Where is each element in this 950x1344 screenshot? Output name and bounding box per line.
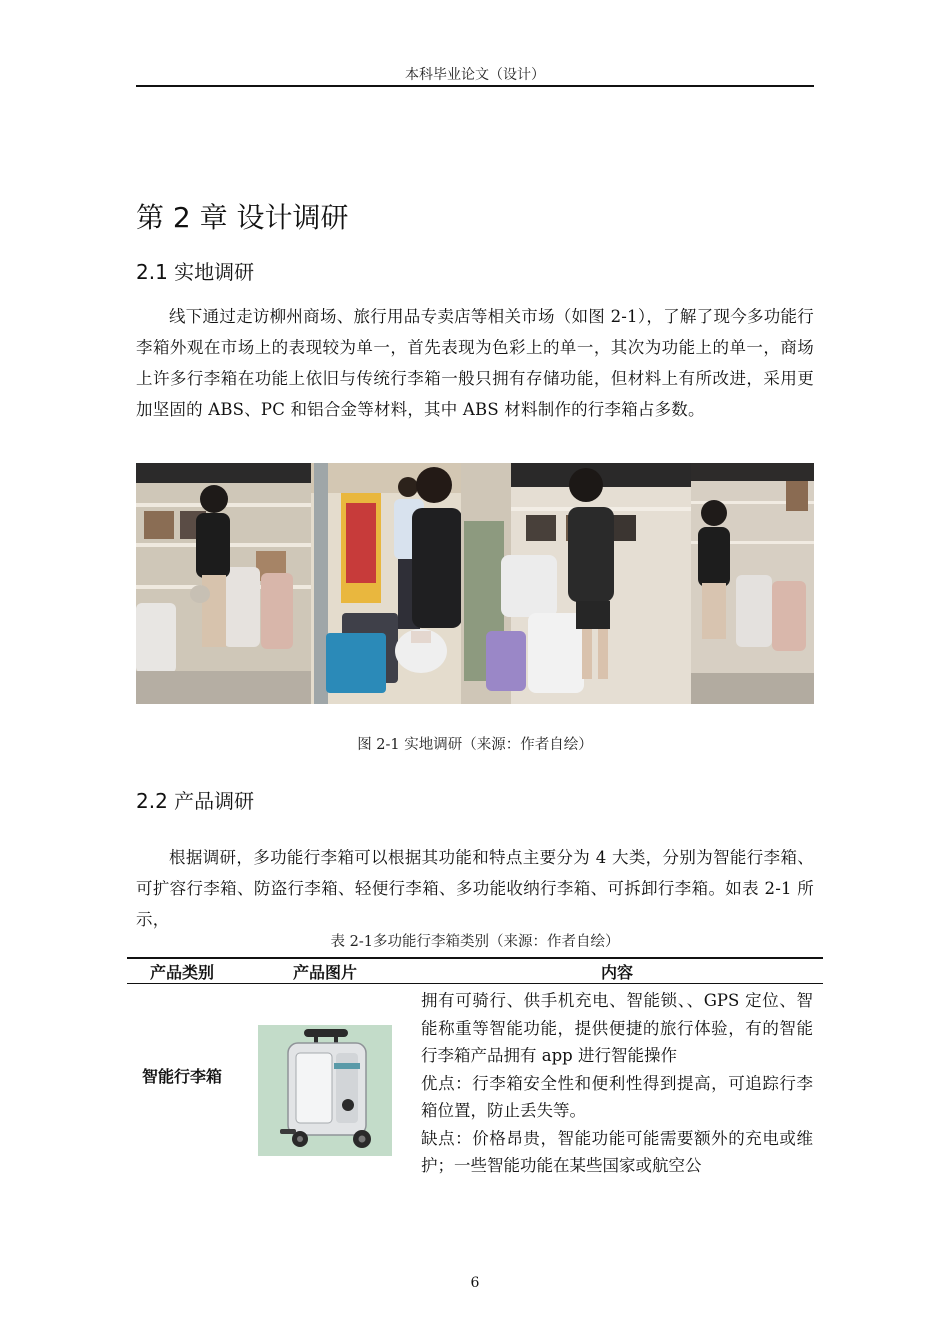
column-header-content: 内容 <box>600 963 633 982</box>
smart-suitcase-image <box>258 1025 392 1156</box>
section-heading-2-2: 2.2 产品调研 <box>136 789 255 813</box>
chapter-title: 第 2 章 设计调研 <box>136 201 349 234</box>
content-description: 拥有可骑行、供手机充电、智能锁、、GPS 定位、智能称重等智能功能，提供便捷的旅行体验，有的智能行李箱产品拥有 app 进行智能操作 <box>421 991 813 1065</box>
page-number: 6 <box>470 1275 480 1291</box>
content-pros: 优点：行李箱安全性和便利性得到提高，可追踪行李箱位置，防止丢失等。 <box>421 1073 813 1120</box>
column-header-category: 产品类别 <box>149 963 214 982</box>
figure-2-1-caption: 图 2-1 实地调研（来源：作者自绘） <box>357 737 593 753</box>
table-row-category: 智能行李箱 <box>141 1067 222 1086</box>
field-research-photo <box>136 463 814 704</box>
table-2-1-caption: 表 2-1多功能行李箱类别（来源：作者自绘） <box>330 934 620 950</box>
section-heading-2-1: 2.1 实地调研 <box>136 260 255 284</box>
table-top-rule <box>127 957 823 959</box>
section-2-2-paragraph: 根据调研，多功能行李箱可以根据其功能和特点主要分为 4 大类，分别为智能行李箱、可扩容行李箱、防盗行李箱、轻便行李箱、多功能收纳行李箱、可拆卸行李箱。如表 2-1 所示， <box>136 848 814 929</box>
running-header: 本科毕业论文（设计） <box>405 67 545 83</box>
content-cons: 缺点：价格昂贵，智能功能可能需要额外的充电或维护；一些智能功能在某些国家或航空公 <box>421 1128 813 1175</box>
table-row-content <box>421 987 813 1180</box>
section-2-1-paragraph: 线下通过走访柳州商场、旅行用品专卖店等相关市场（如图 2-1），了解了现今多功能行李箱外观在市场上的表现较为单一，首先表现为色彩上的单一，其次为功能上的单一，商场上许多行李箱在功能上依旧与传统行李箱一般只拥有存储功能，但材料上有所改进，采用更加坚固的 ABS、PC 和铝合金等材料，其中 ABS 材料制作的行李箱占多数。 <box>136 307 814 419</box>
column-header-image: 产品图片 <box>292 963 357 982</box>
table-header-rule <box>127 983 823 984</box>
header-rule <box>136 85 814 87</box>
